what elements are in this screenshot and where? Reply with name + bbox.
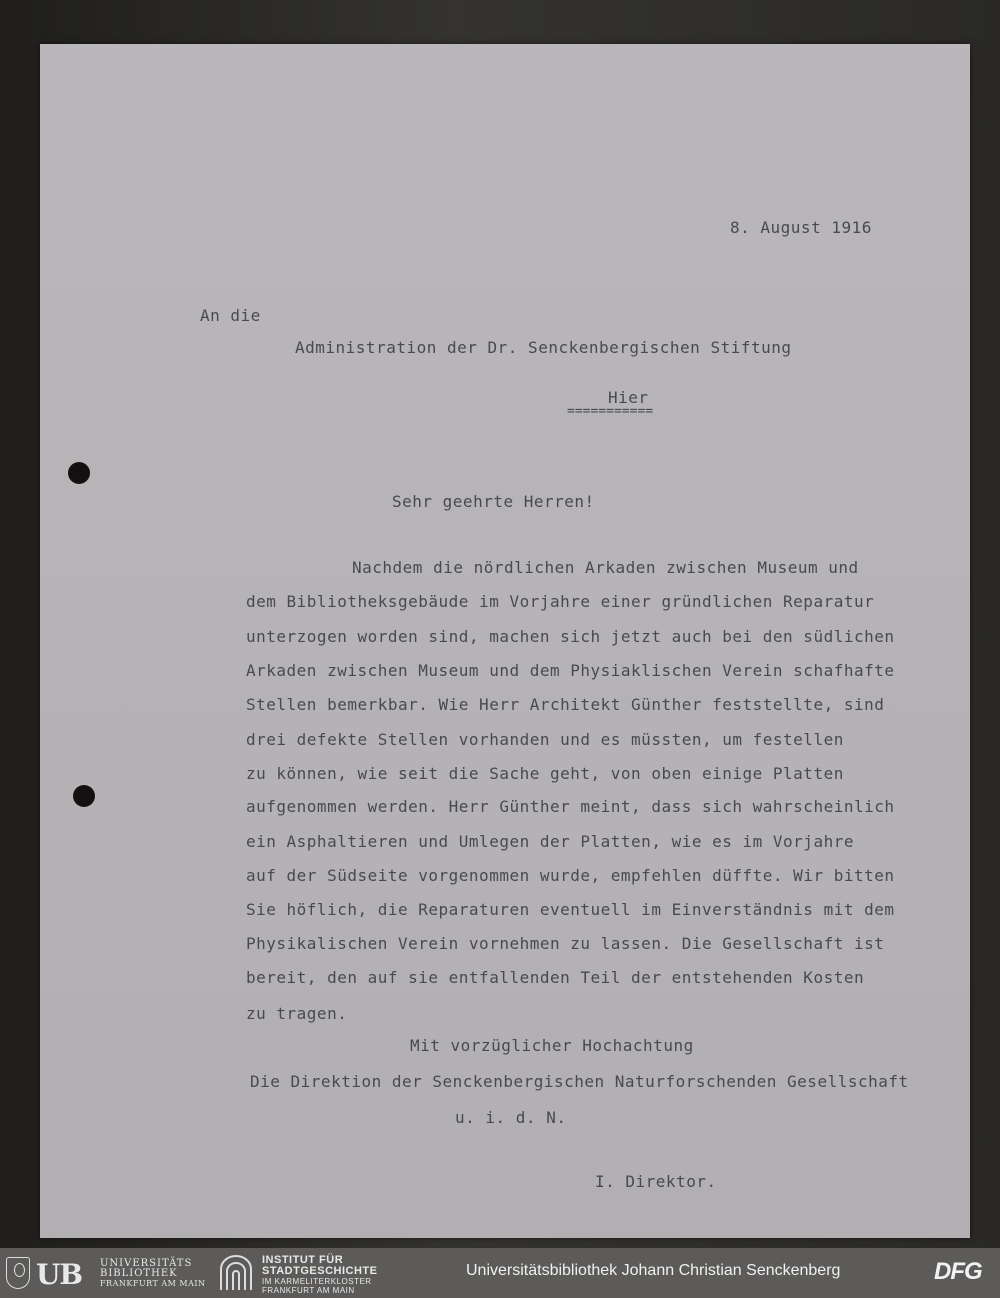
- body-line: aufgenommen werden. Herr Günther meint, dass sich wahrscheinlich: [246, 797, 895, 816]
- recipient-line-1: An die: [200, 306, 261, 325]
- portrait-icon: [6, 1257, 30, 1289]
- isg-logo[interactable]: [218, 1255, 418, 1295]
- ub-logo-text: [100, 1259, 206, 1289]
- body-line: Stellen bemerkbar. Wie Herr Architekt Günther feststellte, sind: [246, 695, 885, 714]
- body-line: zu können, wie seit die Sache geht, von oben einige Platten: [246, 764, 844, 783]
- body-line: Physikalischen Verein vornehmen zu lassen. Die Gesellschaft ist: [246, 934, 885, 953]
- isg-line-2: STADTGESCHICHTE: [262, 1265, 378, 1277]
- letter-date: 8. August 1916: [730, 218, 872, 237]
- isg-line-1: INSTITUT FÜR: [262, 1254, 344, 1266]
- body-line: auf der Südseite vorgenommen wurde, empfehlen düffte. Wir bitten: [246, 866, 895, 885]
- isg-line-3: IM KARMELITERKLOSTER: [262, 1277, 372, 1286]
- body-line: Nachdem die nördlichen Arkaden zwischen Museum und: [352, 558, 859, 577]
- body-line: Arkaden zwischen Museum und dem Physiaklischen Verein schafhafte: [246, 661, 895, 680]
- location-line: Hier: [608, 388, 649, 407]
- ub-line-1: UNIVERSITÄTS: [100, 1258, 193, 1269]
- ub-line-3: FRANKFURT AM MAIN: [100, 1279, 206, 1288]
- recipient-line-2: Administration der Dr. Senckenbergischen Stiftung: [295, 338, 792, 357]
- signer-title: I. Direktor.: [595, 1172, 717, 1191]
- ub-logo[interactable]: [6, 1257, 206, 1291]
- body-line: zu tragen.: [246, 1004, 348, 1023]
- dfg-logo[interactable]: DFG: [934, 1258, 982, 1285]
- punch-hole-top: [68, 462, 90, 484]
- salutation: Sehr geehrte Herren!: [392, 492, 595, 511]
- isg-line-4: FRANKFURT AM MAIN: [262, 1286, 355, 1295]
- ub-line-2: BIBLIOTHEK: [100, 1268, 178, 1279]
- body-line: bereit, den auf sie entfallenden Teil der entstehenden Kosten: [246, 968, 865, 987]
- sender-line: Die Direktion der Senckenbergischen Naturforschenden Gesellschaft: [250, 1072, 909, 1091]
- body-line: dem Bibliotheksgebäude im Vorjahre einer gründlichen Reparatur: [246, 592, 875, 611]
- body-line: drei defekte Stellen vorhanden und es müssten, um festellen: [246, 730, 844, 749]
- location-underline: ===========: [567, 404, 654, 419]
- footer-bar: [0, 1248, 1000, 1298]
- abbreviation-line: u. i. d. N.: [455, 1108, 567, 1127]
- body-line: ein Asphaltieren und Umlegen der Platten, wie es im Vorjahre: [246, 832, 854, 851]
- arch-icon: [218, 1255, 254, 1291]
- body-line: Sie höflich, die Reparaturen eventuell im Einverständnis mit dem: [246, 900, 895, 919]
- isg-logo-text: [262, 1255, 377, 1295]
- punch-hole-bottom: [73, 785, 95, 807]
- closing-phrase: Mit vorzüglicher Hochachtung: [410, 1036, 694, 1055]
- ub-logo-letters: UB: [36, 1258, 83, 1291]
- footer-title[interactable]: Universitätsbibliothek Johann Christian Senckenberg: [466, 1262, 841, 1279]
- body-line: unterzogen worden sind, machen sich jetzt auch bei den südlichen: [246, 627, 895, 646]
- letter-page: [40, 44, 970, 1238]
